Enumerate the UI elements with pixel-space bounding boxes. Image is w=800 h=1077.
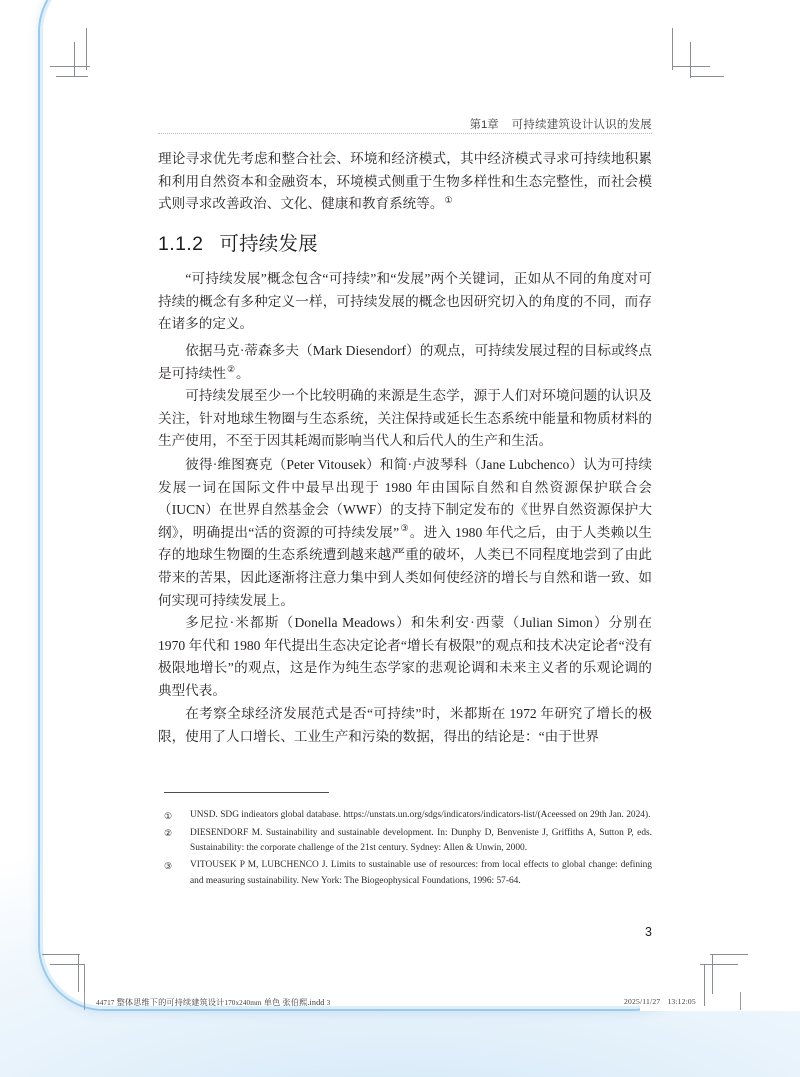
paragraph-5: 多尼拉·米都斯（Donella Meadows）和朱利安·西蒙（Julian Simon）分别在 1970 年代和 1980 年代提出生态决定论者“增长有极限”的观点和技术决定论者“没有极限地增长”的观点，这是作为纯生态学家的悲观论调和未来主义者的乐观论调的典型代表。 <box>158 615 652 698</box>
paragraph-3: 可持续发展至少一个比较明确的来源是生态学，源于人们对环境问题的认识及关注，针对地球生物圈与生态系统，关注保持或延长生态系统中能量和物质材料的生产使用，不至于因其耗竭而影响当代人和后代人的生产和生活。 <box>158 388 652 449</box>
slug-date: 2025/11/27 <box>624 997 661 1006</box>
continued-paragraph <box>158 148 652 216</box>
footnote-separator-rule <box>164 792 329 793</box>
footnote-text: DIESENDORF M. Sustainability and sustainable development. In: Dunphy D, Benveniste J, Griffiths A, Sutton P, eds. Sustainability: the corporate challenge of the 21st century. Sydney: Allen & Unwin, 2000. <box>190 827 652 854</box>
paragraph-2 <box>158 340 652 385</box>
slug-job-number: 44717 <box>96 999 115 1007</box>
paragraph-4-text-part1: 彼得·维图赛克（Peter Vitousek）和简·卢波琴科（Jane Lubchenco）认为可持续发展一词在国际文件中最早出现于 1980 年由国际自然和自然资源保护联合会（IUCN）在世界自然基金会（WWF）的支持下制定发布的《世界自然资源保护大纲》，明确提出“活的资源的可持续发展” <box>158 457 652 540</box>
footnote-item <box>164 858 652 889</box>
paragraph-4 <box>158 454 652 612</box>
imposition-slug-right <box>624 997 696 1006</box>
slug-page: 3 <box>326 999 331 1007</box>
running-head-title: 可持续建筑设计认识的发展 <box>511 119 652 131</box>
footnote-ref-3: ③ <box>400 523 409 534</box>
footnote-marker: ② <box>164 828 173 839</box>
header-rule <box>158 133 652 134</box>
footnote-text: UNSD. SDG indieators global database. https://unstats.un.org/sdgs/indicators/indicators-list/(Aceessed on 29th Jan. 2024). <box>190 810 651 820</box>
slug-time: 13:12:05 <box>667 997 696 1006</box>
continued-paragraph-text: 理论寻求优先考虑和整合社会、环境和经济模式，其中经济模式寻求可持续地积累和利用自然资本和金融资本，环境模式侧重于生物多样性和生态完整性，而社会模式则寻求改善政治、文化、健康和教育系统等。 <box>158 151 652 212</box>
slug-filename: 整体思维下的可持续建筑设计 <box>116 998 225 1007</box>
footnotes-area <box>164 808 652 891</box>
imposition-slug-left <box>96 997 330 1008</box>
paragraph-block-2 <box>158 340 652 385</box>
slug-color-mode: 单色 <box>263 998 281 1007</box>
paragraph-block-6 <box>158 703 652 748</box>
section-heading <box>158 228 652 256</box>
footnote-item <box>164 826 652 857</box>
footnote-item <box>164 808 652 824</box>
footnote-ref-2: ② <box>226 364 236 375</box>
paragraph-4-text-part2: 。进入 1980 年代之后，由于人类赖以生存的地球生物圈的生态系统遭到越来越严重的破坏，人类已不同程度地尝到了由此带来的苦果，因此逐渐将注意力集中到人类如何使经济的增长与自然和谐一致、如何实现可持续发展上。 <box>158 524 652 608</box>
paragraph-block-1 <box>158 268 652 336</box>
section-number: 1.1.2 <box>158 233 204 255</box>
footnote-text: VITOUSEK P M, LUBCHENCO J. Limits to sustainable use of resources: from local effects to global change: defining and measuring sustainability. New York: The Biogeophysical Foundations, 1996: 57-64. <box>190 860 652 886</box>
paragraph-block-5 <box>158 612 652 702</box>
paragraph-6: 在考察全球经济发展范式是否“可持续”时，米都斯在 1972 年研究了增长的极限，使用了人口增长、工业生产和污染的数据，得出的结论是：“由于世界 <box>158 706 652 744</box>
running-head <box>158 116 652 132</box>
paragraph-block-4 <box>158 454 652 612</box>
paragraph-2-text: 依据马克·蒂森多夫（Mark Diesendorf）的观点，可持续发展过程的目标或终点是可持续性 <box>158 343 652 381</box>
paragraph-block-3 <box>158 385 652 453</box>
section-title: 可持续发展 <box>219 233 318 255</box>
paragraph-1: “可持续发展”概念包含“可持续”和“发展”两个关键词，正如从不同的角度对可持续的概念有多种定义一样，可持续发展的概念也因研究切入的角度的不同，而存在诸多的定义。 <box>158 271 652 332</box>
paragraph-2-tail: 。 <box>236 365 250 381</box>
slug-trim-size: 170x240mm <box>224 999 262 1007</box>
slug-operator: 张伯熙.indd <box>282 998 325 1007</box>
running-head-chapter: 第1章 <box>469 119 499 131</box>
page-number: 3 <box>645 925 652 939</box>
continued-paragraph-block <box>158 148 652 216</box>
footnote-marker: ③ <box>164 860 173 871</box>
footnote-marker: ① <box>164 810 173 821</box>
footnote-ref-1: ① <box>444 194 453 205</box>
